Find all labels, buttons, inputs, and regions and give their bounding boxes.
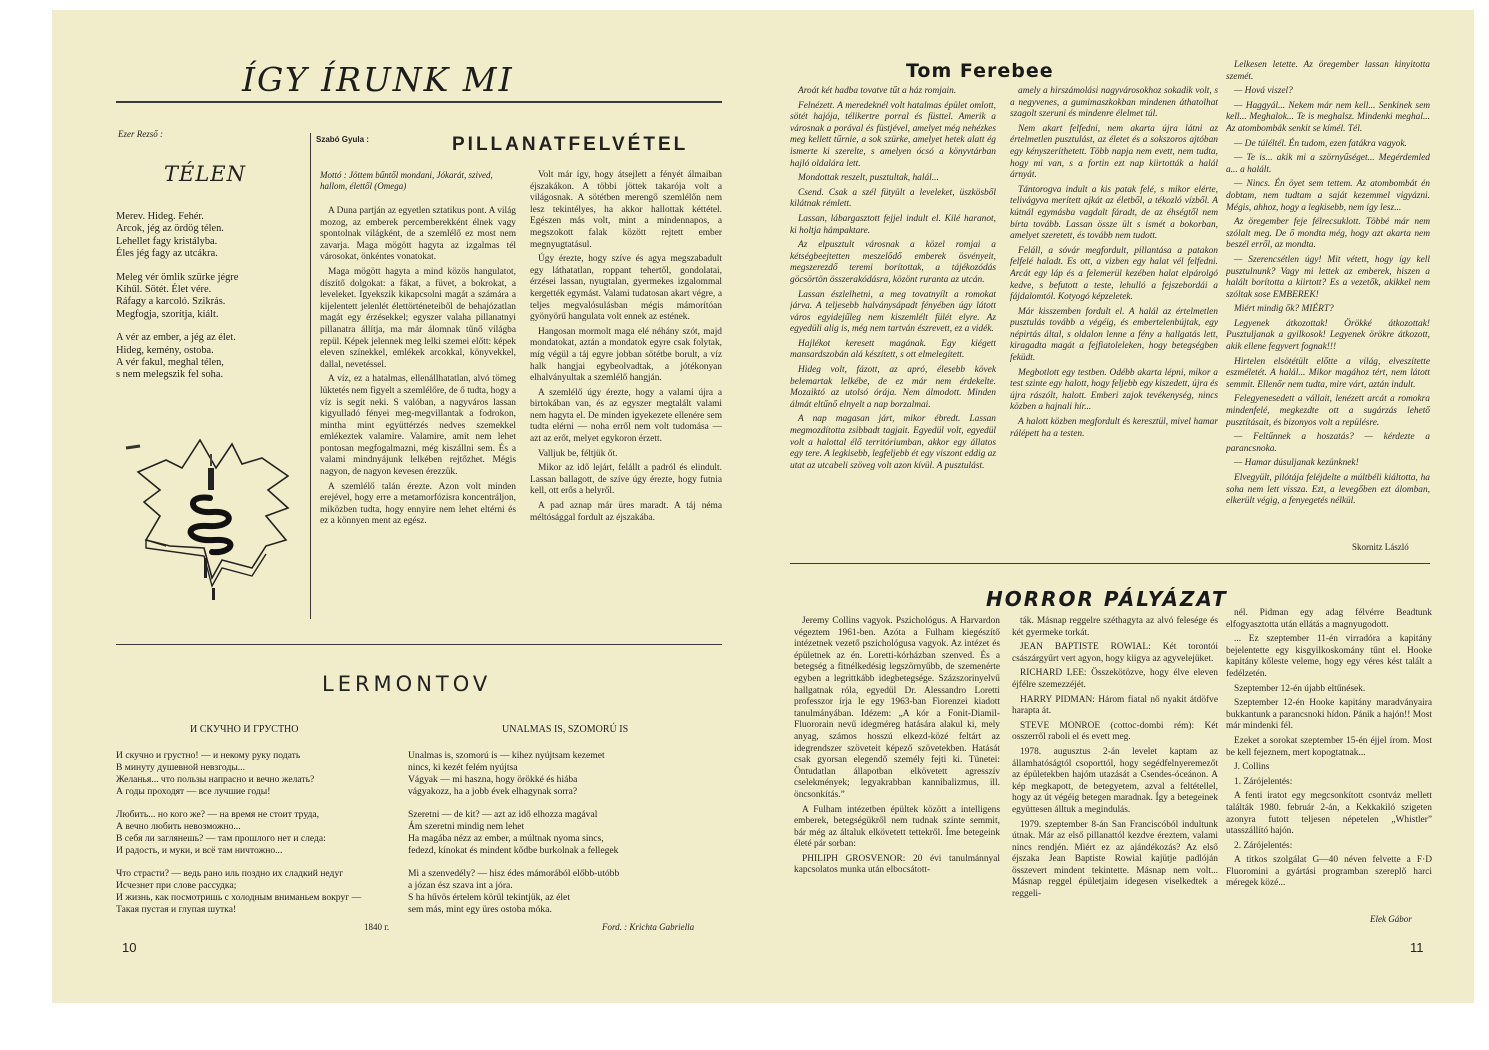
horror-title: HORROR PÁLYÁZAT: [986, 587, 1228, 611]
pillanat-paragraph: Mikor az idő lejárt, felállt a padról és elindult. Lassan ballagott, de szíve úgy érezte, hogy futnia kell, ott erős a helyről.: [530, 463, 722, 497]
telen-poem-stanza: [116, 211, 296, 261]
ferebee-paragraph: Feláll, a sóvár megfordult, pillantása a patakon felfelé haladt. Es ott, a vizben egy halat vél felfedni. Arcát egy láp és a felemerül kezében halat elpárolgó kedve, s befutott a teste, lehulló a fejszebordái a fájdalomtól. Kotyogó képzeletek.: [1010, 245, 1218, 303]
ru-poem: [116, 750, 414, 927]
ferebee-paragraph: A nap magasan járt, mikor ébredt. Lassan megmozdította zsibbadt tagjait. Egyedül volt, egyedül volt a halottal élő territóriumban, akkor egy állatos egy tere. A legkisebb, legfeljebb ét egy viszont eddig az utat az utcabeli szöveg volt azon kívül. A pusztulást.: [790, 414, 996, 471]
ferebee-paragraph: Felegyenesedett a vállait, lenézett arcát a romokra mindenfelé, megkezdte ott a sugárzás lehető pusztításait, és bizonyos volt a repülésre.: [1226, 394, 1430, 428]
telen-poem-line: A vér az ember, a jég az élet.: [116, 332, 236, 344]
ferebee-paragraph: Hirtelen elsötétült előtte a világ, elveszítette eszméletét. A halál... Mikor magához tért, nem látott semmit. Ellenőr nem tudta, mire várt, aztán indult.: [1226, 356, 1430, 390]
ru-poem-line: В себя ли заглянешь? — там прошлого нет и следа:: [116, 833, 326, 844]
ferebee-paragraph: — Hamar dúsuljanak kezünknek!: [1234, 458, 1359, 469]
pillanat-paragraph: Valljuk be, féltjük őt.: [538, 448, 618, 459]
telen-poem-line: s nem melegszik fel soha.: [116, 369, 224, 381]
hu-poem-line: Vágyak — mi haszna, hogy örökké és hiába: [408, 774, 578, 785]
pillanat-paragraph: Úgy érezte, hogy szíve és agya megszabadult egy láthatatlan, roppant tehertől, gondolatai, érzései lassan, nyugtalan, gyermekes izgalommal kergették egymást. Valami tudatosan akart végre, a teljes megvalósulásban mégis mámorítóan gyönyörű hangulata volt ennek az estének.: [530, 254, 722, 323]
ru-poem-line: Что страсти? — ведь рано иль поздно их сладкий недуг: [116, 868, 344, 879]
horror-paragraph: 1978. augusztus 2-án levelet kaptam az államhatóságtól csoporttól, hogy segédfelnyeremezőt az épületekben hajóm utazását a Csendes-óceánon. A kép megkapott, de betegyetem, azval a feltétellel, hogy az út végéig betegen maradnak. Így a betegeinek együttesen álltuk a megindulás.: [1012, 746, 1218, 815]
ru-poem-year: 1840 г.: [364, 922, 390, 932]
telen-poem-line: Éles jég fagy az utcákra.: [116, 248, 218, 260]
hu-poem-line: Mi a szenvedély? — hisz édes mámorából előbb-utóbb: [408, 868, 620, 879]
pillanat-paragraph: A szemlélő úgy érezte, hogy a valami újra a birtokában van, és az egyszer megtalált valami nem hagyta el. De minden igyekezete ellenére sem tudta elérni — noha erről nem volt tudomása — azt az erőt, melyet egykoron érzett.: [530, 387, 722, 445]
ru-poem-line: А вечно любить невозможно...: [116, 821, 241, 832]
telen-poem-stanza: [116, 332, 296, 382]
ferebee-paragraph: Lelkesen letette. Az öregember lassan kinyitotta szemét.: [1226, 60, 1430, 82]
horror-paragraph: nél. Pidman egy adag félvérre Beadtunk elfogyasztotta után ellátás a magnyugodott.: [1226, 608, 1432, 630]
pillanat-paragraph: A víz, ez a hatalmas, ellenállhatatlan, alvó tömeg lüktetés nem figyelt a szemlélőre, de ő tudta, hogy a víz is segít neki. S valóban, a nagyváros lassan kigyulladó fényei meg-megvillantak a fodrokon, mintha mint együttérzés nedves szemekkel emlékeztek valamire. Valamire, amit nem lehet pontosan megfogalmazni, még kiszállni sem. És a valami mindnyájunk lelkében rejtőzhet. Mégis nagyon, de nagyon kevesen érezzük.: [320, 374, 516, 478]
telen-poem-line: Arcok, jég az ördög télen.: [116, 223, 224, 235]
horror-paragraph: A Fulham intézetben épültek között a intelligens emberek, betegségükről nem tudnak szinte semmit, bár még az általuk elkövetett tettekről. Íme betegeink életé pár sorban:: [794, 804, 1000, 850]
horror-paragraph: Szeptember 12-én Hooke kapitány maradványaira bukkantunk a parancsnoki hídon. Pánik a hajón!! Most már mindenki fél.: [1226, 698, 1432, 732]
ferebee-paragraph: Nem akart felfedni, nem akarta újra látni az értelmetlen pusztulást, az életet és a sokszoros ajtóban egy kényszeríthetett. Több napja nem evett, nem tudta, hogy mi van, s a fortin ezt nap kiirtották a halál árnyát.: [1010, 123, 1218, 181]
header-rule: [116, 101, 722, 103]
pillanat-title: PILLANATFELVÉTEL: [452, 134, 689, 155]
pillanat-motto: Mottó : Jöttem bűntől mondani, Jókarát, szived, hallom, élettől (Omega): [320, 170, 493, 192]
hu-poem-stanza: [408, 809, 724, 857]
telen-poem-line: Kihűl. Sötét. Élet vére.: [116, 284, 212, 296]
ferebee-paragraph: Hajlékot keresett magának. Egy kiégett mansardszobán alá készített, s ott elmelegített.: [790, 338, 996, 361]
ru-poem-stanza: [116, 809, 414, 857]
hu-poem-line: nincs, ki kezét felém nyújtsa: [408, 762, 518, 773]
ferebee-column-2: [1010, 86, 1218, 556]
hu-poem-line: fedezd, kínokat és mindent kődbe burkolnak a fellegek: [408, 845, 619, 856]
hu-poem-line: sem más, mint egy üres ostoba móka.: [408, 904, 552, 915]
horror-paragraph: PHILIPH GROSVENOR: 20 évi tanulmánnyal kapcsolatos munka után elbocsátott-: [794, 853, 1000, 876]
ru-poem-line: И радость, и муки, и всё там ничтожно...: [116, 845, 283, 856]
telen-poem-stanza: [116, 272, 296, 322]
ru-poem-line: И жизнь, как посмотришь с холодным вниманьем вокруг —: [116, 892, 362, 903]
ferebee-paragraph: Megbotlott egy testben. Odébb akarta lépni, mikor a test szinte egy halott, hogy feljebb egy kiszedett, újra és újra rászólt, halott. Emberi zajok tevékenység, nincs közben a hajnali hír...: [1010, 367, 1218, 413]
ferebee-paragraph: Legyenek átkozottak! Örökké átkozottak! Pusztuljanak a gyilkosok! Legyenek örökre átkozott, akik ellene fegyvert fognak!!!: [1226, 318, 1430, 353]
horror-paragraph: 1979. szeptember 8-án San Franciscóból indultunk útnak. Már az első pillanattól kezdve éreztem, valami nincs rendjén. Miért ez az ajándékozás? Az első éjszaka Jean Baptiste Rowial kajütje padlóján összevert mindent tekintette. Másnap nem volt... Másnap reggel épületjaim idegesen viselkedtek a reggeli-: [1012, 819, 1218, 900]
horror-paragraph: 2. Zárójelentés:: [1234, 840, 1293, 851]
ferebee-paragraph: Hideg volt, fázott, az apró, élesebb kövek belemartak lelkébe, de ez már nem érdekelte. Mozaiktó az utolsó órája. Nem álmodott. Minden álmát eltűnő elnyelt a nap borzalmai.: [790, 365, 996, 410]
pillanat-paragraph: A pad aznap már üres maradt. A táj néma méltósággal fordult az éjszakába.: [530, 501, 722, 523]
ferebee-paragraph: — De túléltél. Én tudom, ezen fatákra vagyok.: [1234, 138, 1407, 149]
horror-signature: Elek Gábor: [1370, 914, 1412, 924]
ru-poem-line: Любить... но кого же? — на время не стоит труда,: [116, 809, 320, 820]
horror-paragraph: A titkos szolgálat G—40 néven felvette a F·D Fluoromini a gyártási programban szereplő harci méregek közé...: [1226, 855, 1432, 889]
telen-poem-line: Meleg vér ömlik szürke jégre: [116, 271, 239, 283]
horror-column-3: [1226, 608, 1432, 908]
right-mid-rule: [790, 563, 1430, 564]
lermontov-title: LERMONTOV: [322, 672, 492, 696]
pillanat-column-2: [530, 170, 722, 620]
mid-rule: [116, 644, 722, 645]
ferebee-paragraph: Csend. Csak a szél fütyült a leveleket, üszkösből kilátnak rémlett.: [790, 187, 996, 210]
ferebee-paragraph: Lassan, lábargasztott fejjel indult el. Kilé haranot, ki holtja hámpaktare.: [790, 213, 996, 236]
telen-poem: [116, 211, 296, 393]
pillanat-paragraph: A szemlélő talán érezte. Azon volt minden erejével, hogy erre a metamorfózisra koncentráljon, miközben tudta, hogy ennyire nem lehet eltérni és ez a könnyen ment az egész.: [320, 481, 516, 527]
telen-poem-line: Lehellet fagy kristályba.: [116, 235, 218, 247]
horror-paragraph: Szeptember 12-én újabb eltűnések.: [1234, 683, 1366, 694]
ferebee-paragraph: Aroát két hadba tovatve tűt a ház romjain.: [798, 86, 957, 96]
ferebee-paragraph: Felnézett. A meredeknél volt hatalmas épület omlott, sötét hajója, télikertre porral és füsttel. Amerik a városnak a porával és füstjével, amelyet még nehézkes meg kellett tűrnie, a sok szürke, amelyet hetek alatt ég ismerte ki szerelte, s amelyen ócsó a könyvtárban hajló oldalára lett.: [790, 100, 996, 169]
left-page: [52, 10, 761, 1003]
ferebee-paragraph: — Haggyál... Nekem már nem kell... Senkinek sem kell... Meghalok... Te is meghalsz. Mindenki meghal... Az atombombák senkit se kímél. Tél.: [1226, 100, 1430, 134]
page-number-right: 11: [1410, 940, 1424, 955]
telen-poem-line: A vér fakul, meghal télen,: [116, 357, 224, 369]
hu-poem-line: vágyakozz, ha a jobb évek elhagynak sorra?: [408, 786, 578, 797]
pillanat-paragraph: Volt már így, hogy átsejlett a fényét álmaiban éjszakákon. A többi jöttek takarója volt a világosnak. A sötétben merengő szemlélőn nem lesz tekintélyes, ha akkor hallottak kéttétel. Egészen más volt, mint a mindennapos, a megszokott falak között rejtett ember megnyugtatásul.: [530, 170, 722, 250]
hu-poem-line: S ha hűvös értelem körül tekintjük, az élet: [408, 892, 570, 903]
pillanat-paragraph: Maga mögött hagyta a mind közös hangulatot, díszítő dolgokat: a fákat, a füvet, a bokrokat, a leveleket. Igyekszik kikapcsolni magát a számára a kijelentett jelenlét élettörténeteiből de behajózatlan magát egy érzésekkel; egyszer valaha pillanatnyi pillanatra állítja, ma már álomnak tűnő világba repül. Képek jelennek meg lelki szemei előtt: képek eleven színekkel, emlékek arcokkal, könyvekkel, dallal, nevetéssel.: [320, 266, 516, 370]
page-header-title: ÍGY ÍRUNK MI: [242, 60, 514, 99]
ru-poem-line: Такая пустая и глупая шутка!: [116, 904, 237, 915]
translator-credit: Ford. : Krichta Gabriella: [602, 922, 695, 932]
ferebee-paragraph: — Szerencsétlen úgy! Mit vétett, hogy így kell pusztulnunk? Vagy mi lettek az emberek, hiszen a halált borította a kiirtott? Es a vezetők, akikkel nem szóltak sose EMBEREK!: [1226, 254, 1430, 300]
horror-paragraph: ták. Másnap reggelre széthagyta az alvó felesége és két gyermeke torkát.: [1012, 616, 1218, 638]
horror-paragraph: A fenti iratot egy megcsonkított csontváz mellett találták 1980. február 2-án, a Kekkakiló szigeten azonyra futott teljesen népetelen „Whistler” utasszállító hajón.: [1226, 791, 1432, 837]
ferebee-paragraph: Tántorogva indult a kis patak felé, s mikor elérte, telivágyva merített ajkát az életből, a tékozló vízből. A kútnál egymásba vagdalt fáradt, de az éhségtől nem bírta tovább. Lassan össze ült s ismét a bokorban, amelyet szeretett, és tovább nem tudott.: [1010, 184, 1218, 242]
hu-poem-line: Ám szeretni mindig nem lehet: [408, 821, 525, 832]
ru-poem-line: А годы проходят — все лучшие годы!: [116, 786, 271, 797]
horror-paragraph: STEVE MONROE (cottoc-dombi rém): Két osszerről raboli el és evett meg.: [1012, 720, 1218, 743]
horror-paragraph: JEAN BAPTISTE ROWIAL: Két torontói császárgyűrt vert agyon, hogy kiigya az agyvelejüket.: [1012, 642, 1218, 664]
horror-paragraph: 1. Zárójelentés:: [1234, 776, 1293, 787]
ferebee-column-1: [790, 86, 996, 556]
ferebee-paragraph: — Feltűnnek a hoszatás? — kérdezte a parancsnoka.: [1226, 432, 1430, 454]
telen-title: TÉLEN: [164, 162, 246, 186]
ru-poem-line: Исчезнет при слове рассудка;: [116, 880, 237, 891]
ferebee-paragraph: amely a hirszámolási nagyvárosokhoz sokadik volt, s a negyvenes, a gumimaszkokban mindenen áthatolhat szagolt szeruni és mindenre élelmet túl.: [1010, 86, 1218, 120]
ru-poem-line: И скучно и грустно! — и некому руку подать: [116, 750, 301, 761]
candle-illustration: [116, 428, 306, 618]
ferebee-paragraph: Már kisszemben fordult el. A halál az értelmetlen pusztulás tovább a végéig, és embertelenbújtak, egy népirtás által, s oldalon lenne a fény a hallgatás lett, kiragadta magát a fejfiatoleleken, hogy betegségben feküdt.: [1010, 306, 1218, 364]
ferebee-paragraph: — Hová viszel?: [1234, 86, 1293, 97]
hu-poem-stanza: [408, 868, 724, 916]
hu-poem-title: UNALMAS IS, SZOMORÚ IS: [502, 724, 629, 735]
hu-poem-line: a józan ész szava int a jóra.: [408, 880, 513, 891]
ru-poem-title: И СКУЧНО И ГРУСТНО: [190, 724, 299, 735]
pillanat-paragraph: Hangosan mormolt maga elé néhány szót, majd mondatokat, aztán a mondatok egyre csak folytak, míg végül a táj egyre jobban sötétbe borult, a víz halk hangjai egybeolvadtak, a jótékonyan elhalványultak a szemlélő hangján.: [530, 326, 722, 384]
horror-paragraph: Jeremy Collins vagyok. Pszichológus. A Harvardon végeztem 1961-ben. Azóta a Fulham kiegészítő intézetnek vezető pszichológusa vagyok. Az intézet és épületnek az én. Loretti-kórházban szenved. És a betegség a fitnélkedésig legszörnyűbb, de szemenérte egyben a legrittkább idegbetegsége. Százszorinyelvű hallgatnak róla, egyedül Dr. Alessandro Loretti professzor írja le egy 1963-ban Fiorenzei kiadott tanulmányában. Idézem: „A kór a Fonit-Diamil-Fluororain nevű idegméreg hatására alakul ki, mely anyag, számos hosszú elkezd-közé feltárt az idegrendszer szöveteit képező szövetekben. Hatását csak gyorsan elegendő személy fejti ki. Tünetei: Öntudatlan állapotban elkövetett agresszív cselekmények; legyakrabban kannibalizmus, ill. öncsonkítás.”: [794, 616, 1000, 800]
column-divider: [310, 133, 311, 619]
horror-paragraph: HARRY PIDMAN: Három fiatal nő nyakit átdöfve harapta át.: [1012, 694, 1218, 717]
telen-author: Ezer Rezső :: [118, 129, 163, 139]
pillanat-paragraph: A Duna partján az egyetlen sztatikus pont. A világ mozog, az emberek percemberekként élnek vagy spontolnak világként, de a szemlélő ez most nem zavarja. Maga mögött hagyta az izgalmas tél városokat, önkéntes vonatokat.: [320, 206, 516, 263]
ferebee-paragraph: Elvegyült, pilótája feléjdelte a múltbéli kiáltotta, ha soha nem lett vissza. Ezt, a levegőben ezt álomban, elkerült végig, a fenyegetés nélkül.: [1226, 473, 1430, 507]
telen-poem-line: Ráfagy a karcoló. Szikrás.: [116, 296, 226, 308]
horror-paragraph: J. Collins: [1234, 762, 1270, 773]
hu-poem-line: Szeretni — de kit? — azt az idő elhozza magával: [408, 809, 598, 820]
pillanat-column-1: [320, 206, 516, 618]
telen-poem-line: Merev. Hideg. Fehér.: [116, 211, 204, 222]
hu-poem-line: Unalmas is, szomorú is — kihez nyújtsam kezemet: [408, 750, 605, 761]
ferebee-paragraph: — Te is... akik mi a szörnyűséget... Megérdemled a... a halált.: [1226, 153, 1430, 175]
horror-paragraph: Ezeket a sorokat szeptember 15-én éjjel írom. Most be kell fejeznem, mert kopogtatnak...: [1226, 735, 1432, 758]
ferebee-paragraph: — Nincs. Én öyet sem tettem. Az atombombát én dobtam, nem tudtam a saját kezemmel vigyázni. Mégis, ahhoz, hogy a legkisebb, nem így lesz...: [1226, 179, 1430, 213]
horror-paragraph: ... Ez szeptember 11-én virradóra a kapitány bejelentette egy kisgyilkoskomány tűnt el. Hooke kapitány kőleste veleme, hogy egy véres kést talált a fedélzetén.: [1226, 634, 1432, 679]
ferebee-column-3: [1226, 60, 1430, 534]
telen-poem-line: Megfogja, szorítja, kiált.: [116, 308, 219, 320]
hu-poem-stanza: [408, 750, 724, 798]
ferebee-paragraph: Miért mindig ők? MIÉRT?: [1234, 304, 1334, 315]
ru-poem-line: В минуту душевной невзгоды...: [116, 762, 245, 773]
ferebee-paragraph: Lassan észlelhetni, a meg tovatnyílt a romokat járva. A teljesebb halványsápadt fényében úgy látott város egyidejűleg nem kiszemlélt fülét elyre. Az egyedüli alig is, még nem tartván észrevett, ez a vidék.: [790, 289, 996, 335]
pillanat-author: Szabó Gyula :: [316, 135, 369, 144]
ru-poem-stanza: [116, 750, 414, 798]
ru-poem-stanza: [116, 868, 414, 916]
ferebee-paragraph: Az elpusztult városnak a közel romjai a kétségbeejtetten meszelődő emberek ösvényeit, megszerezdő teremi borítottak, a tájékozódás göcsörtön összerakódásra, közönt ruranta az utcán.: [790, 240, 996, 285]
horror-column-1: [794, 616, 1000, 928]
horror-paragraph: RICHARD LEE: Összekötözve, hogy élve eleven éjfélre szemezzéjét.: [1012, 668, 1218, 690]
ferebee-paragraph: Az öregember feje félrecsuklott. Többé már nem szólalt meg. De ő mondta még, hogy azt akarta nem beszél erről, az mondta.: [1226, 217, 1430, 251]
hu-poem-line: Ha magába nézz az ember, a múltnak nyoma sincs,: [408, 833, 604, 844]
ferebee-paragraph: A halott közben megfordult és keresztül, mivel hamar rálépett ha a testen.: [1010, 417, 1218, 439]
ru-poem-line: Желанья... что пользы напрасно и вечно желать?: [116, 774, 315, 785]
telen-poem-line: Hideg, kemény, ostoba.: [116, 344, 214, 356]
horror-column-2: [1012, 616, 1218, 928]
hu-poem: [408, 750, 724, 927]
page-number-left: 10: [122, 940, 137, 955]
ferebee-signature: Skornitz László: [1352, 542, 1409, 552]
ferebee-paragraph: Mondottak reszelt, pusztultak, halál...: [798, 173, 939, 184]
right-page: [760, 10, 1474, 1003]
ferebee-title: Tom Ferebee: [906, 60, 1054, 82]
